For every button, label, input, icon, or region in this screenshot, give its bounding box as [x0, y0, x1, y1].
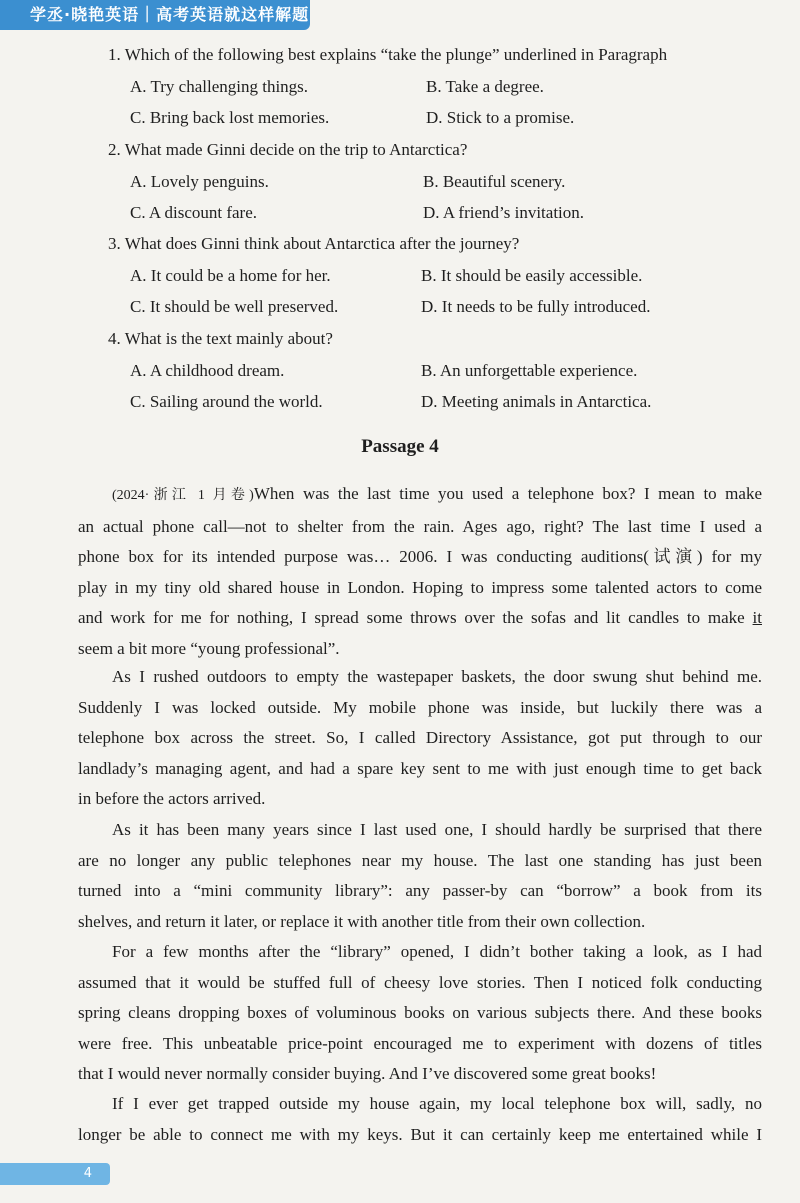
paragraph-line: in before the actors arrived. — [78, 789, 266, 808]
header-banner — [0, 0, 310, 30]
paragraph-line: phone box for its intended purpose was… 2006. I was conducting auditions(试演) for my — [78, 547, 762, 566]
passage-paragraph-1 — [78, 479, 762, 664]
question-1-stem: 1. Which of the following best explains “take the plunge” underlined in Paragraph — [108, 45, 668, 64]
passage-paragraph-2 — [78, 662, 762, 815]
paragraph-line: seem a bit more “young professional”. — [78, 638, 340, 658]
paragraph-line: shelves, and return it later, or replace it with another title from their own collection. — [78, 911, 646, 931]
paragraph-line: landlady’s managing agent, and had a spare key sent to me with just enough time to get back — [78, 758, 762, 778]
paragraph-line: were free. This unbeatable price-point encouraged me to experiment with dozens of titles — [78, 1033, 762, 1053]
paragraph-line: spring cleans dropping boxes of voluminous books on various subjects there. And these books — [78, 1003, 762, 1022]
passage-source: (2024·浙江 1 月卷) — [112, 488, 254, 503]
page-number: 4 — [83, 1166, 92, 1181]
question-3-option-c: C. It should be well preserved. — [130, 297, 339, 316]
question-4-stem: 4. What is the text mainly about? — [108, 329, 333, 348]
paragraph-line: an actual phone call—not to shelter from the rain. Ages ago, right? The last time I used a — [78, 516, 762, 536]
passage-paragraph-4 — [78, 937, 762, 1090]
paragraph-line: (2024·浙江 1 月卷)When was the last time you used a telephone box? I mean to make — [112, 484, 762, 503]
question-2-option-b: B. Beautiful scenery. — [423, 172, 566, 191]
underlined-word: it — [752, 608, 762, 627]
question-2-option-c: C. A discount fare. — [130, 203, 258, 222]
question-4-option-b: B. An unforgettable experience. — [421, 361, 638, 380]
paragraph-line: telephone box across the street. So, I called Directory Assistance, got put through to our — [78, 728, 762, 747]
paragraph-line: For a few months after the “library” opened, I didn’t bother taking a look, as I had — [112, 942, 762, 961]
paragraph-line: play in my tiny old shared house in London. Hoping to impress some talented actors to come — [78, 577, 762, 597]
question-1-option-c: C. Bring back lost memories. — [130, 108, 330, 127]
question-4-option-d: D. Meeting animals in Antarctica. — [421, 392, 652, 411]
passage-paragraph-5 — [78, 1089, 762, 1150]
question-2-stem: 2. What made Ginni decide on the trip to Antarctica? — [108, 140, 468, 159]
paragraph-line: As I rushed outdoors to empty the wastepaper baskets, the door swung shut behind me. — [112, 667, 762, 686]
question-1-option-d: D. Stick to a promise. — [426, 108, 575, 127]
paragraph-line: that I would never normally consider buying. And I’ve discovered some great books! — [78, 1064, 657, 1083]
passage-paragraph-3 — [78, 815, 762, 937]
question-3-option-a: A. It could be a home for her. — [130, 266, 331, 285]
paragraph-line: longer be able to connect me with my keys. But it can certainly keep me entertained while I — [78, 1124, 762, 1144]
passage-title: Passage 4 — [361, 436, 439, 457]
header-title: 学丞·晓艳英语｜高考英语就这样解题 — [30, 5, 310, 24]
question-3-option-d: D. It needs to be fully introduced. — [421, 297, 651, 316]
paragraph-line: turned into a “mini community library”: any passer-by can “borrow” a book from its — [78, 881, 762, 900]
question-1-option-a: A. Try challenging things. — [130, 77, 309, 96]
question-2-option-d: D. A friend’s invitation. — [423, 203, 585, 222]
question-4-option-c: C. Sailing around the world. — [130, 392, 323, 411]
paragraph-line: are no longer any public telephones near my house. The last one standing has just been — [78, 850, 762, 870]
page-number-tab — [0, 1163, 110, 1185]
question-3-option-b: B. It should be easily accessible. — [421, 266, 643, 285]
question-3-stem: 3. What does Ginni think about Antarctica after the journey? — [108, 234, 520, 253]
paragraph-line: As it has been many years since I last used one, I should hardly be surprised that there — [112, 820, 762, 839]
paragraph-line: assumed that it would be stuffed full of cheesy love stories. Then I noticed folk conducting — [78, 972, 762, 992]
question-1-option-b: B. Take a degree. — [426, 77, 544, 96]
paragraph-line: Suddenly I was locked outside. My mobile phone was inside, but luckily there was a — [78, 697, 762, 717]
question-4-option-a: A. A childhood dream. — [130, 361, 285, 380]
question-2-option-a: A. Lovely penguins. — [130, 172, 269, 191]
paragraph-line: and work for me for nothing, I spread some throws over the sofas and lit candles to make it — [78, 608, 762, 627]
paragraph-line: If I ever get trapped outside my house again, my local telephone box will, sadly, no — [112, 1094, 762, 1113]
